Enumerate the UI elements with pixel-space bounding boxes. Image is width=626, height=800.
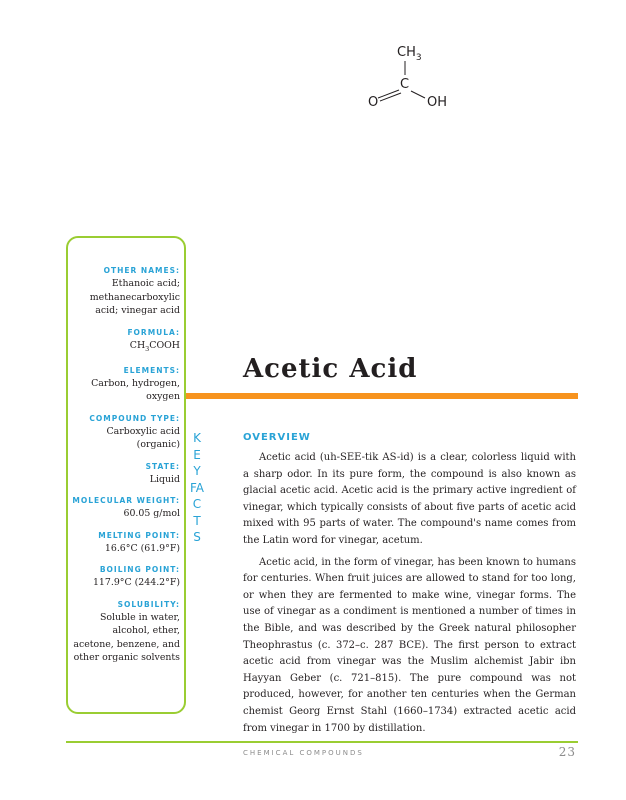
acetic-acid-structure-diagram	[355, 38, 465, 118]
fact-value	[72, 339, 180, 356]
fact-melting-point	[72, 529, 180, 556]
c-oh-bond	[411, 91, 425, 98]
fact-label: OTHER NAMES:	[103, 266, 180, 275]
body-paragraph: Acetic acid (uh-SEE-tik AS-id) is a clear, colorless liquid with a sharp odor. In its pure form, the compound is also known as glacial acetic acid. Acetic acid is the primary active ingredient of vinegar, which typically consists of about five parts of acetic acid mixed with 95 parts of water. The compound's name comes from the Latin word for vinegar, acetum.	[243, 452, 576, 546]
fact-label: MOLECULAR WEIGHT:	[72, 496, 180, 506]
fact-formula	[72, 326, 180, 356]
footer-section-title: CHEMICAL COMPOUNDS	[243, 749, 364, 757]
overview-body	[243, 450, 576, 737]
fact-label: FORMULA:	[127, 327, 180, 337]
fact-label: STATE:	[145, 461, 180, 471]
formula-subscript: 3	[145, 344, 150, 353]
key-facts-sidebar	[66, 236, 186, 714]
fact-compound-type	[72, 412, 180, 452]
fact-boiling-point	[72, 563, 180, 590]
overview-heading: OVERVIEW	[243, 432, 311, 443]
page-title: Acetic Acid	[243, 354, 418, 384]
fact-molecular-weight	[72, 494, 180, 521]
ch3-group-label: $CH_3$	[397, 45, 422, 63]
fact-other-names	[72, 264, 180, 318]
fact-label: BOILING POINT:	[99, 565, 180, 575]
title-underline-rule	[186, 393, 578, 399]
hydroxyl-group-label: OH	[427, 95, 448, 110]
fact-value: 117.9°C (244.2°F)	[92, 577, 180, 589]
formula-rest: COOH	[149, 339, 180, 351]
fact-elements	[72, 364, 180, 404]
footer-rule	[66, 741, 578, 743]
fact-value: 16.6°C (61.9°F)	[104, 542, 180, 554]
fact-value: Liquid	[149, 473, 180, 485]
ch3-subscript: 3	[415, 53, 422, 63]
page-number: 23	[558, 745, 576, 759]
fact-solubility	[72, 598, 180, 665]
fact-label: SOLUBILITY:	[117, 599, 180, 609]
double-bond-line-2	[380, 93, 401, 101]
fact-value: Carboxylic acid (organic)	[106, 425, 180, 451]
fact-value: 60.05 g/mol	[123, 508, 180, 520]
fact-label: MELTING POINT:	[98, 530, 180, 540]
fact-value: Soluble in water, alcohol, ether, acetone, benzene, and other organic solvents	[73, 611, 180, 664]
body-paragraph: Acetic acid, in the form of vinegar, has been known to humans for centuries. When fruit juices are allowed to stand for too long, or when they are fermented to make wine, vinegar forms. The use of vinegar as a condiment is mentioned a number of times in the Bible, and was described by the Greek natural philosopher Theophrastus (c. 372–c. 287 BCE). The first person to extract acetic acid from vinegar was the Muslim alchemist Jabir ibn Hayyan Geber (c. 721–815). The pure compound was not produced, however, for another ten centuries when the German chemist Georg Ernst Stahl (1660–1734) extracted acetic acid from vinegar in 1700 by distillation.	[243, 556, 576, 734]
fact-label: COMPOUND TYPE:	[89, 413, 180, 423]
oxygen-atom-label: O	[368, 95, 379, 110]
key-facts-vertical-label: KEY FACTS	[190, 431, 205, 544]
double-bond-line-1	[378, 90, 399, 98]
fact-value: Ethanoic acid; methanecarboxylic acid; vinegar acid	[89, 278, 180, 316]
fact-value: Carbon, hydrogen, oxygen	[91, 377, 180, 403]
carbon-atom-label: C	[400, 77, 410, 92]
formula-main: CH	[129, 339, 146, 351]
fact-label: ELEMENTS:	[123, 365, 180, 375]
fact-state	[72, 460, 180, 487]
